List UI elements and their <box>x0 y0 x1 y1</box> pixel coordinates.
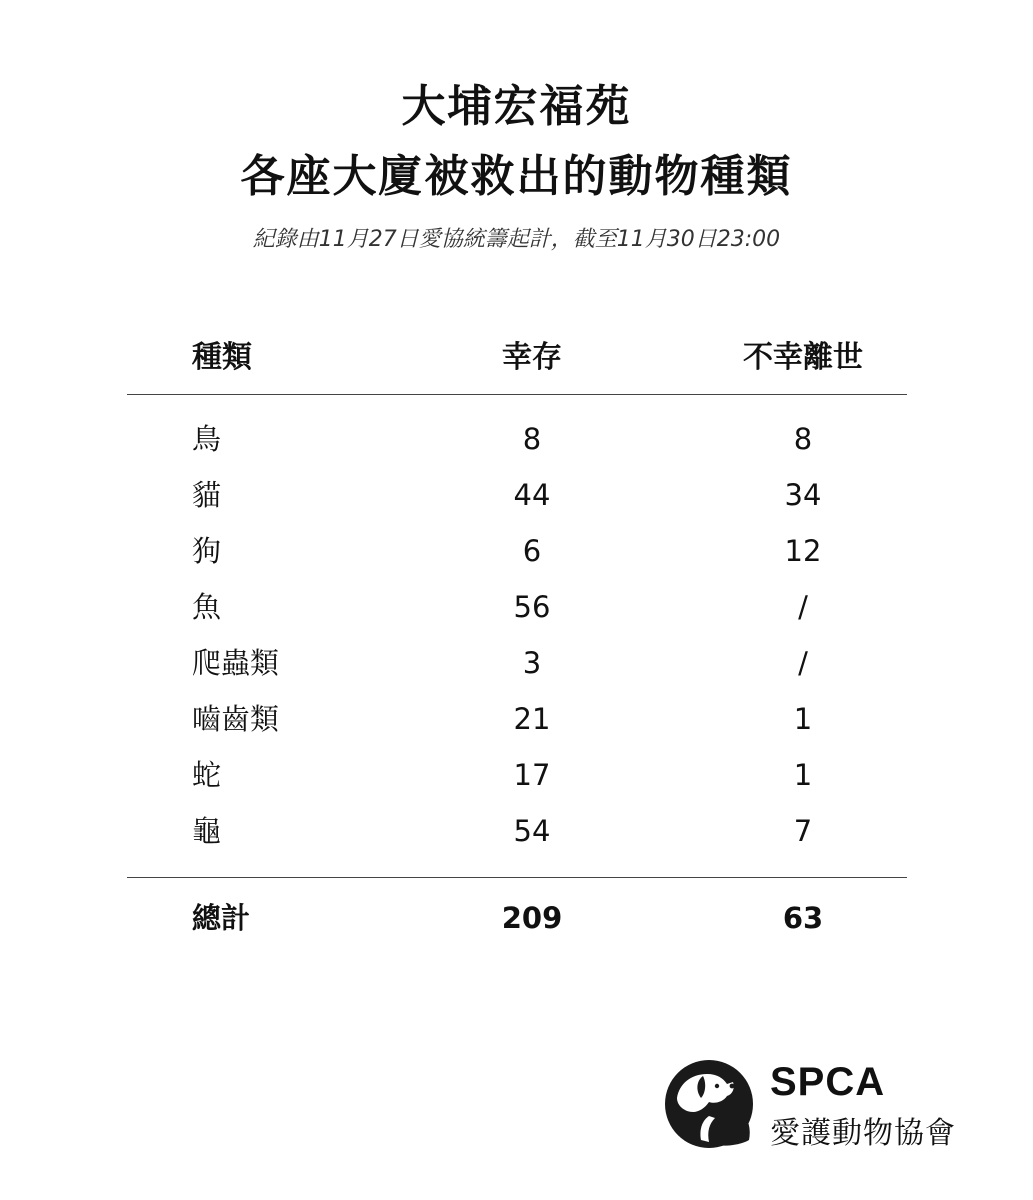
table-row <box>127 635 907 691</box>
spca-logo <box>663 1058 983 1158</box>
survived-cell: 44 <box>513 478 551 512</box>
total-row <box>127 890 907 946</box>
species-cell: 鳥 <box>192 422 222 456</box>
species-cell: 嚙齒類 <box>192 702 280 736</box>
table-row <box>127 691 907 747</box>
survived-cell: 6 <box>522 534 542 568</box>
total-label: 總計 <box>192 901 251 935</box>
total-died: 63 <box>782 901 824 935</box>
species-cell: 魚 <box>192 590 222 624</box>
died-cell: 1 <box>793 758 813 792</box>
logo-title: SPCA <box>770 1060 886 1104</box>
survived-cell: 3 <box>522 646 542 680</box>
survived-cell: 54 <box>513 814 551 848</box>
survived-cell: 17 <box>513 758 551 792</box>
table-row <box>127 747 907 803</box>
died-cell: 34 <box>784 478 822 512</box>
header-survived: 幸存 <box>502 340 562 375</box>
survived-cell: 8 <box>522 422 542 456</box>
table-row <box>127 803 907 859</box>
died-cell: 12 <box>784 534 822 568</box>
died-cell: / <box>798 590 808 624</box>
page-title-line-1: 大埔宏福苑 <box>401 81 632 132</box>
species-cell: 龜 <box>192 814 222 848</box>
total-survived: 209 <box>501 901 563 935</box>
table-row <box>127 411 907 467</box>
header-species: 種類 <box>192 340 252 375</box>
page-subtitle: 紀錄由11月27日愛協統籌起計，截至11月30日23:00 <box>252 227 781 252</box>
total-divider <box>127 877 907 878</box>
page-title-line-2: 各座大廈被救出的動物種類 <box>240 151 793 202</box>
table-row <box>127 523 907 579</box>
died-cell: 1 <box>793 702 813 736</box>
table-row <box>127 579 907 635</box>
table-header-row <box>127 330 907 394</box>
died-cell: 8 <box>793 422 813 456</box>
species-cell: 爬蟲類 <box>192 646 280 680</box>
survived-cell: 21 <box>513 702 551 736</box>
survived-cell: 56 <box>513 590 551 624</box>
animal-rescue-table <box>127 330 907 946</box>
table-row <box>127 467 907 523</box>
header-died: 不幸離世 <box>743 340 863 375</box>
dog-cat-icon <box>663 1058 755 1150</box>
died-cell: 7 <box>793 814 813 848</box>
died-cell: / <box>798 646 808 680</box>
species-cell: 蛇 <box>192 758 222 792</box>
logo-subtitle: 愛護動物協會 <box>770 1116 956 1151</box>
species-cell: 狗 <box>192 534 222 568</box>
species-cell: 貓 <box>192 478 222 512</box>
header-divider <box>127 394 907 395</box>
